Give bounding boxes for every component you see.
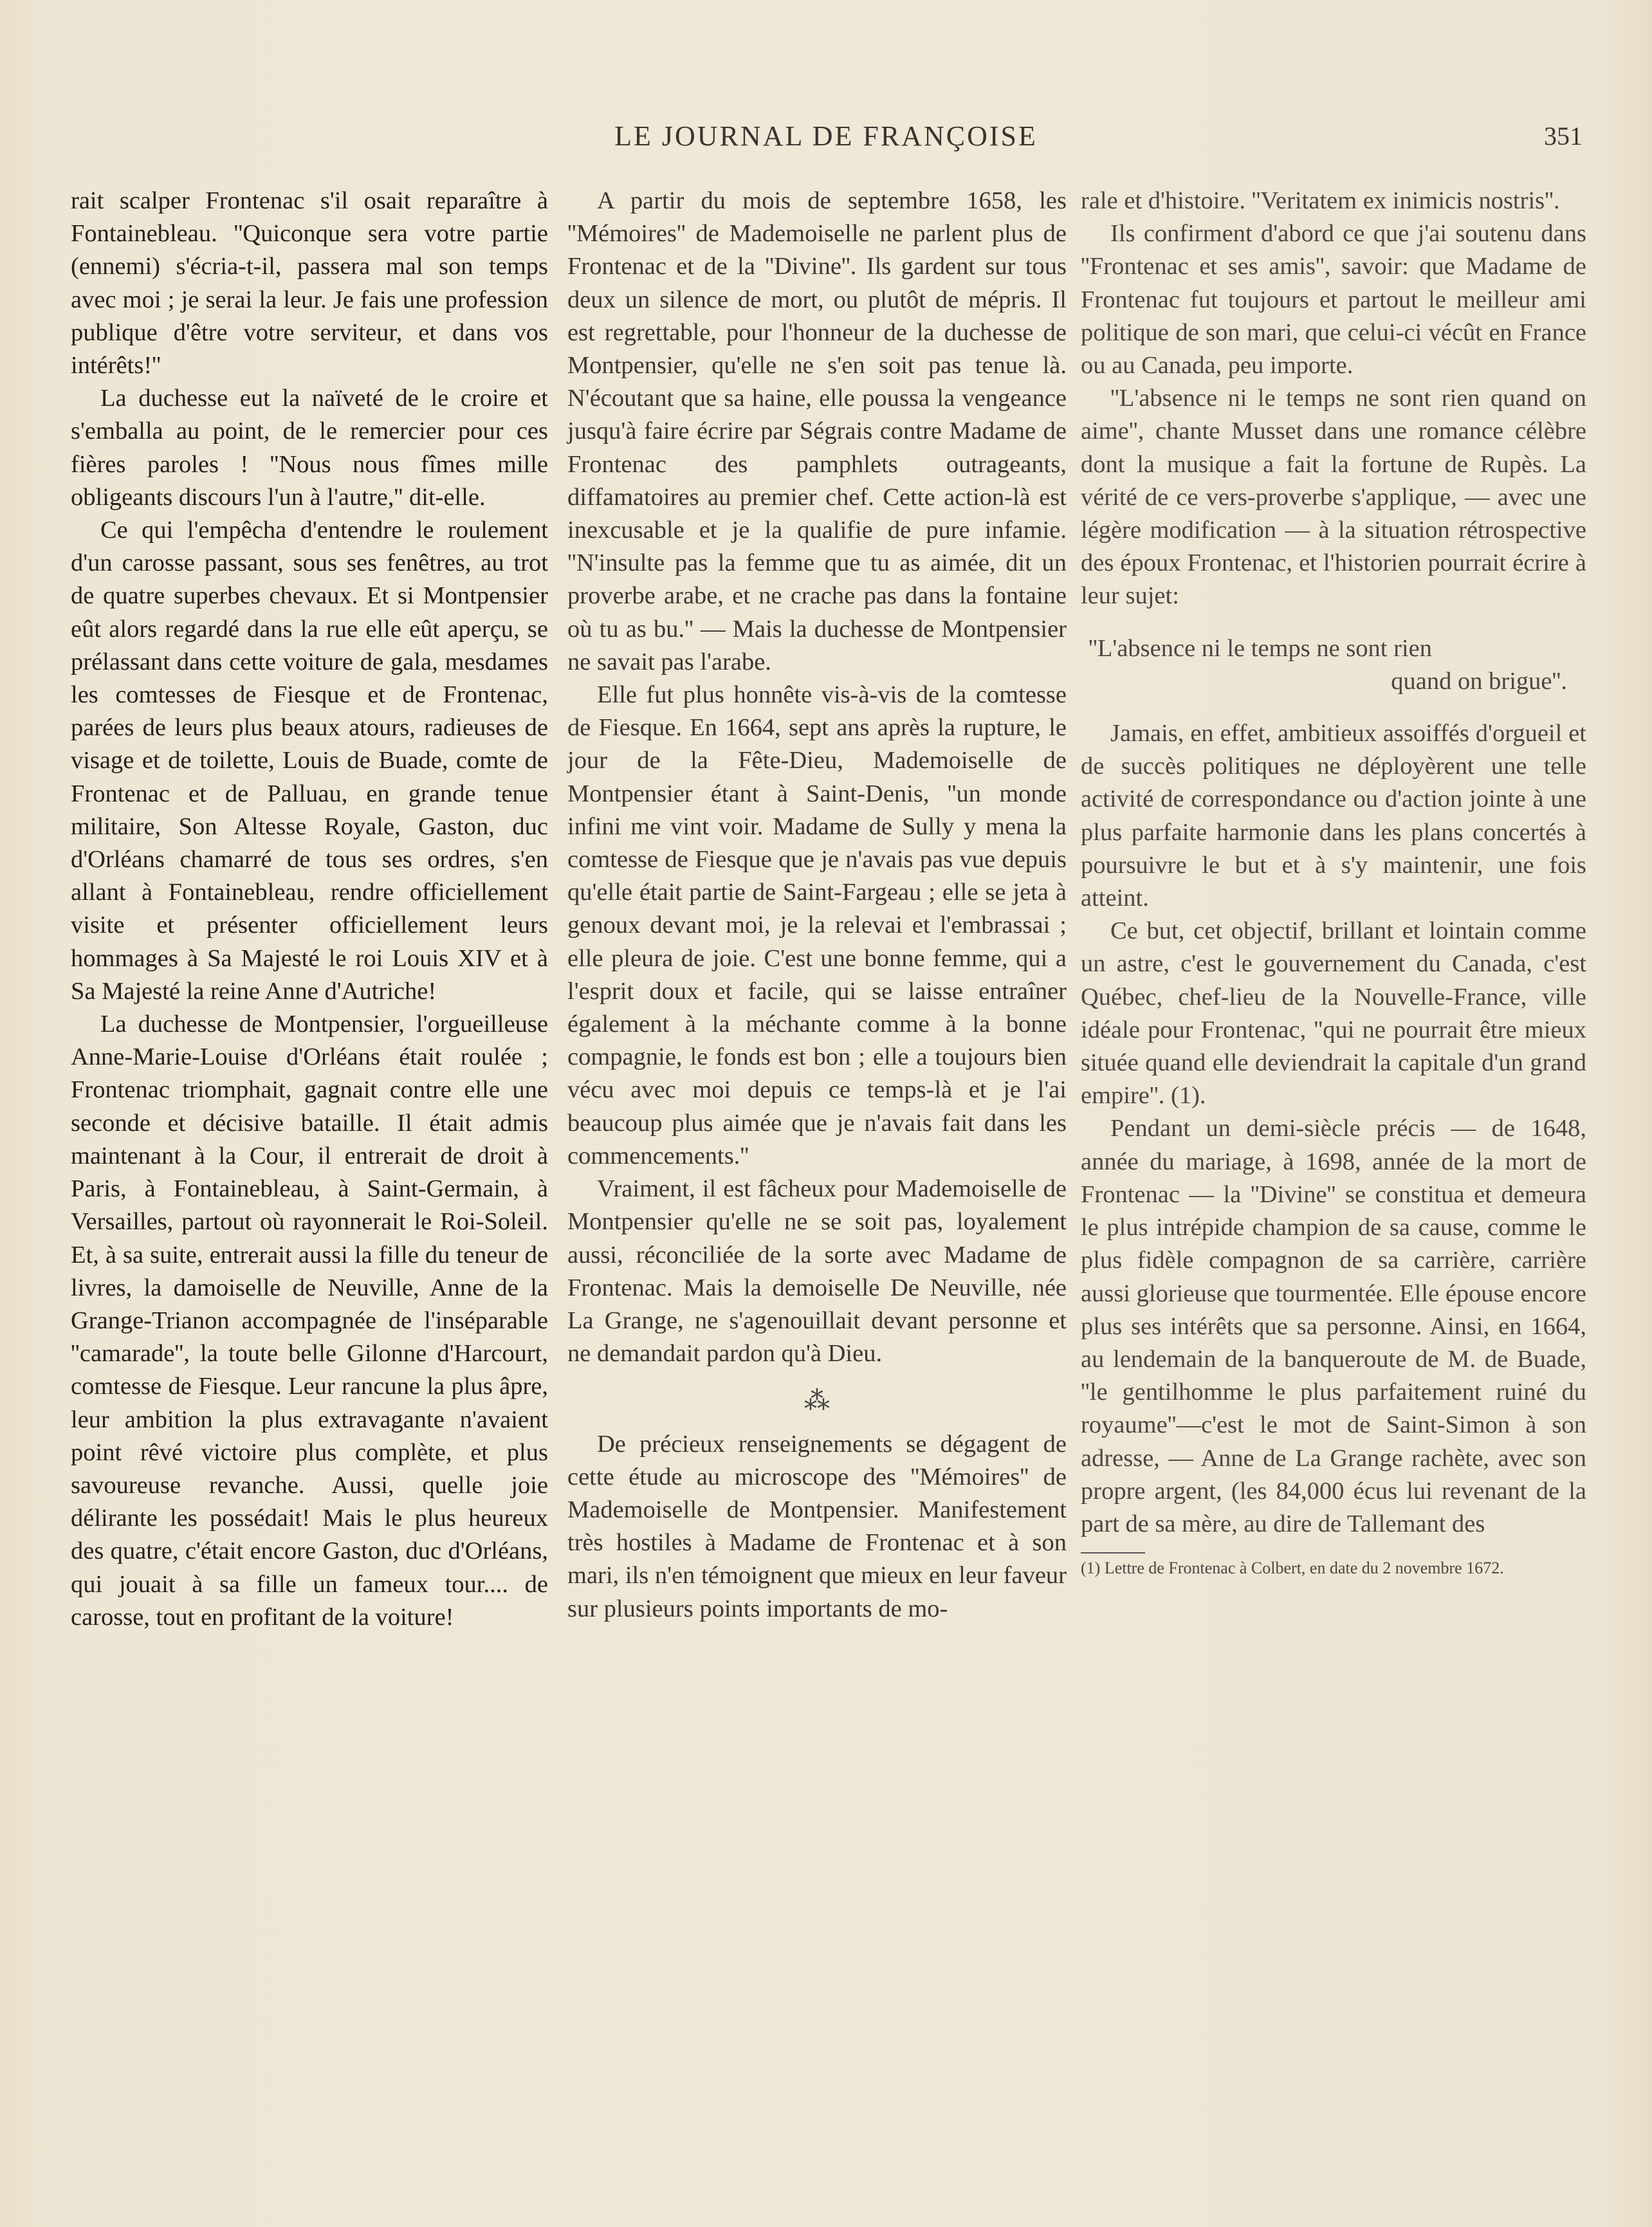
paragraph: ''L'absence ni le temps ne sont rien quand on aime'', chante Musset dans une romance célèbre dont la musique a fait la fortune de Rupès. La vérité de ce vers-proverbe s'applique, — avec une légère modification — à la situation rétrospective des époux Frontenac, et l'historien pourrait écrire à leur sujet: [1081, 385, 1586, 610]
verse-quote [1081, 632, 1586, 698]
text-column-middle [567, 185, 1067, 1626]
paragraph: A partir du mois de septembre 1658, les ''Mémoires'' de Mademoiselle ne parlent plus de Frontenac et de la ''Divine''. Ils gardent sur tous deux un silence de mort, ou plutôt de mépris. Il est regrettable, pour l'honneur de la duchesse de Montpensier, qu'elle ne s'en soit pas tenue là. N'écoutant que sa haine, elle poussa la vengeance jusqu'à faire écrire par Ségrais contre Madame de Frontenac des pamphlets outrageants, diffamatoires au premier chef. Cette action-là est inexcusable et je la qualifie de pure infamie. ''N'insulte pas la femme que tu as aimée, dit un proverbe arabe, et ne crache pas dans la fontaine où tu as bu.'' — Mais la duchesse de Montpensier ne savait pas l'arabe. [567, 187, 1067, 675]
paragraph: Pendant un demi-siècle précis — de 1648, année du mariage, à 1698, année de la mort de Frontenac — la ''Divine'' se constitua et demeura le plus intrépide champion de sa cause, comme le plus fidèle compagnon de sa carrière, carrière aussi glorieuse que tourmentée. Elle épouse encore plus ses intérêts que sa personne. Ainsi, en 1664, au lendemain de la banqueroute de M. de Buade, ''le gentilhomme le plus parfaitement ruiné du royaume''—c'est le mot de Saint-Simon à son adresse, — Anne de La Grange rachète, avec son propre argent, (les 84,000 écus lui revenant de la part de sa mère, au dire de Tallemant des [1081, 1115, 1586, 1537]
text-column-right [1081, 185, 1586, 1578]
paragraph: De précieux renseignements se dégagent de cette étude au microscope des ''Mémoires'' de Mademoiselle de Montpensier. Manifestement très hostiles à Madame de Frontenac et à son mari, ils n'en témoignent que mieux en leur faveur sur plusieurs points importants de mo- [567, 1430, 1067, 1622]
paragraph: Vraiment, il est fâcheux pour Mademoiselle de Montpensier qu'elle ne se soit pas, loyalement aussi, réconciliée de la sorte avec Madame de Frontenac. Mais la demoiselle De Neuville, née La Grange, ne s'agenouillait devant personne et ne demandait pardon qu'à Dieu. [567, 1175, 1067, 1368]
footnote: (1) Lettre de Frontenac à Colbert, en date du 2 novembre 1672. [1081, 1559, 1504, 1578]
footnote-divider [1081, 1552, 1145, 1553]
paragraph: rale et d'histoire. ''Veritatem ex inimicis nostris''. [1081, 187, 1560, 214]
paragraph: Ce but, cet objectif, brillant et lointain comme un astre, c'est le gouvernement du Canada, c'est Québec, chef-lieu de la Nouvelle-France, ville idéale pour Frontenac, ''qui ne pourrait être mieux située quand elle deviendrait la capitale d'un grand empire''. (1). [1081, 917, 1586, 1110]
page-number: 351 [1544, 122, 1583, 151]
section-ornament: ⁂ [804, 1386, 830, 1416]
running-head: LE JOURNAL DE FRANÇOISE [614, 120, 1038, 152]
verse-line: quand on brigue''. [1391, 667, 1567, 695]
paragraph: rait scalper Frontenac s'il osait reparaître à Fontainebleau. ''Quiconque sera votre partie (ennemi) s'écria-t-il, passera mal son temps avec moi ; je serai la leur. Je fais une profession publique d'être votre serviteur, et dans vos intérêts!'' [71, 187, 548, 380]
text-column-left [71, 185, 548, 1634]
paragraph: Jamais, en effet, ambitieux assoiffés d'orgueil et de succès politiques ne déployèrent une telle activité de correspondance ou d'action jointe à une plus parfaite harmonie dans les plans concertés à poursuivre le but et à s'y maintenir, une fois atteint. [1081, 720, 1586, 912]
verse-line: ''L'absence ni le temps ne sont rien [1088, 634, 1432, 662]
paragraph: Ce qui l'empêcha d'entendre le roulement d'un carosse passant, sous ses fenêtres, au trot de quatre superbes chevaux. Et si Montpensier eût alors regardé dans la rue elle eût aperçu, se prélassant dans cette voiture de gala, mesdames les comtesses de Fiesque et de Frontenac, parées de leurs plus beaux atours, radieuses de visage et de toilette, Louis de Buade, comte de Frontenac et de Palluau, en grande tenue militaire, Son Altesse Royale, Gaston, duc d'Orléans chamarré de tous ses ordres, s'en allant à Fontainebleau, rendre officiellement visite et présenter officiellement leurs hommages à Sa Majesté le roi Louis XIV et à Sa Majesté la reine Anne d'Autriche! [71, 517, 548, 1005]
paragraph: Elle fut plus honnête vis-à-vis de la comtesse de Fiesque. En 1664, sept ans après la rupture, le jour de la Fête-Dieu, Mademoiselle de Montpensier étant à Saint-Denis, ''un monde infini me vint voir. Madame de Sully y mena la comtesse de Fiesque que je n'avais pas vue depuis qu'elle était partie de Saint-Fargeau ; elle se jeta à genoux devant moi, je la relevai et l'embrassai ; elle pleura de joie. C'est une bonne femme, qui a l'esprit doux et facile, qui se laisse entraîner également à la méchante comme à la bonne compagnie, le fonds est bon ; elle a toujours bien vécu avec moi depuis ce temps-là et je l'ai beaucoup plus aimée que je n'avais fait dans les commencements.'' [567, 681, 1067, 1169]
page-header [0, 117, 1652, 156]
paragraph: La duchesse de Montpensier, l'orgueilleuse Anne-Marie-Louise d'Orléans était roulée ; Frontenac triomphait, gagnait contre elle une seconde et décisive bataille. Il était admis maintenant à la Cour, il entrerait de droit à Paris, à Fontainebleau, à Saint-Germain, à Versailles, partout où rayonnerait le Roi-Soleil. Et, à sa suite, entrerait aussi la fille du teneur de livres, la damoiselle de Neuville, Anne de la Grange-Trianon accompagnée de l'inséparable ''camarade'', la toute belle Gilonne d'Harcourt, comtesse de Fiesque. Leur rancune la plus âpre, leur ambition la plus extravagante n'avaient point rêvé victoire plus complète, et plus savoureuse revanche. Aussi, quelle joie délirante les possédait! Mais le plus heureux des quatre, c'était encore Gaston, duc d'Orléans, qui jouait à sa fille un fameux tour.... de carosse, tout en profitant de la voiture! [71, 1011, 548, 1631]
paragraph: La duchesse eut la naïveté de le croire et s'emballa au point, de le remercier pour ces fières paroles ! ''Nous nous fîmes mille obligeants discours l'un à l'autre,'' dit-elle. [71, 385, 548, 511]
paragraph: Ils confirment d'abord ce que j'ai soutenu dans ''Frontenac et ses amis'', savoir: que Madame de Frontenac fut toujours et partout le meilleur ami politique de son mari, que celui-ci vécût en France ou au Canada, peu importe. [1081, 220, 1586, 380]
